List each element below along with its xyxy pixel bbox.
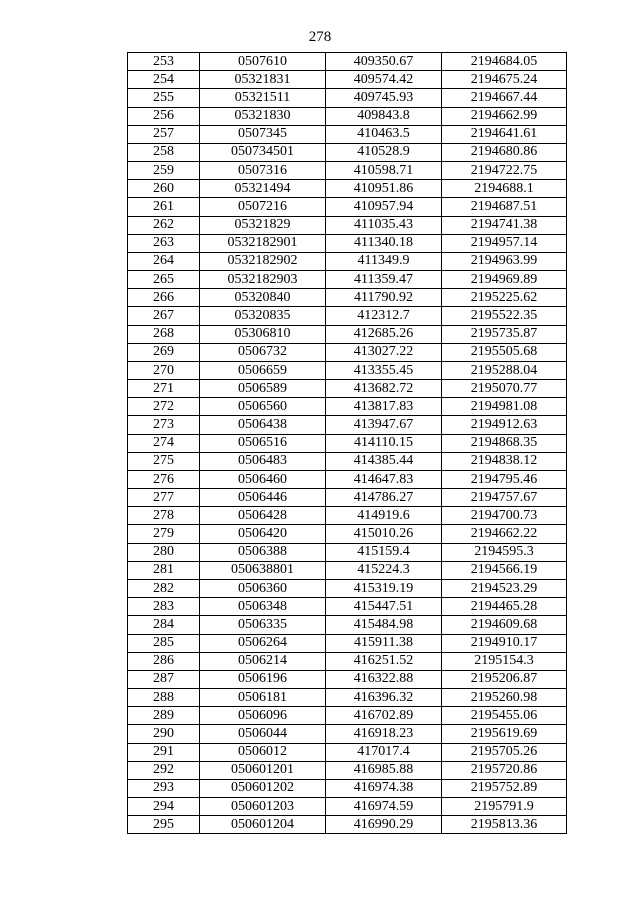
- y-coordinate-cell: 2194688.1: [442, 180, 567, 198]
- point-id-cell: 050601204: [200, 816, 326, 834]
- row-index-cell: 260: [128, 180, 200, 198]
- y-coordinate-cell: 2195752.89: [442, 779, 567, 797]
- x-coordinate-cell: 409843.8: [326, 107, 442, 125]
- y-coordinate-cell: 2195735.87: [442, 325, 567, 343]
- table-row: [128, 798, 567, 816]
- row-index-cell: 271: [128, 380, 200, 398]
- row-index-cell: 295: [128, 816, 200, 834]
- point-id-cell: 0507345: [200, 125, 326, 143]
- row-index-cell: 289: [128, 707, 200, 725]
- y-coordinate-cell: 2194684.05: [442, 53, 567, 71]
- point-id-cell: 05306810: [200, 325, 326, 343]
- point-id-cell: 050601201: [200, 761, 326, 779]
- point-id-cell: 0506516: [200, 434, 326, 452]
- y-coordinate-cell: 2194957.14: [442, 234, 567, 252]
- y-coordinate-cell: 2194662.22: [442, 525, 567, 543]
- table-row: [128, 598, 567, 616]
- y-coordinate-cell: 2195619.69: [442, 725, 567, 743]
- y-coordinate-cell: 2194700.73: [442, 507, 567, 525]
- x-coordinate-cell: 415911.38: [326, 634, 442, 652]
- table-row: [128, 525, 567, 543]
- x-coordinate-cell: 415484.98: [326, 616, 442, 634]
- table-row: [128, 180, 567, 198]
- table-row: [128, 53, 567, 71]
- table-row: [128, 707, 567, 725]
- y-coordinate-cell: 2195154.3: [442, 652, 567, 670]
- row-index-cell: 263: [128, 234, 200, 252]
- x-coordinate-cell: 412685.26: [326, 325, 442, 343]
- x-coordinate-cell: 413682.72: [326, 380, 442, 398]
- row-index-cell: 262: [128, 216, 200, 234]
- x-coordinate-cell: 414647.83: [326, 470, 442, 488]
- row-index-cell: 280: [128, 543, 200, 561]
- table-row: [128, 670, 567, 688]
- y-coordinate-cell: 2194912.63: [442, 416, 567, 434]
- row-index-cell: 257: [128, 125, 200, 143]
- x-coordinate-cell: 409350.67: [326, 53, 442, 71]
- row-index-cell: 274: [128, 434, 200, 452]
- y-coordinate-cell: 2194641.61: [442, 125, 567, 143]
- point-id-cell: 0506460: [200, 470, 326, 488]
- x-coordinate-cell: 411340.18: [326, 234, 442, 252]
- table-row: [128, 289, 567, 307]
- table-row: [128, 743, 567, 761]
- table-row: [128, 489, 567, 507]
- row-index-cell: 275: [128, 452, 200, 470]
- point-id-cell: 0506438: [200, 416, 326, 434]
- row-index-cell: 265: [128, 271, 200, 289]
- row-index-cell: 273: [128, 416, 200, 434]
- x-coordinate-cell: 409745.93: [326, 89, 442, 107]
- y-coordinate-cell: 2194566.19: [442, 561, 567, 579]
- table-row: [128, 507, 567, 525]
- row-index-cell: 276: [128, 470, 200, 488]
- table-row: [128, 143, 567, 161]
- row-index-cell: 284: [128, 616, 200, 634]
- point-id-cell: 0506732: [200, 343, 326, 361]
- row-index-cell: 264: [128, 252, 200, 270]
- x-coordinate-cell: 410598.71: [326, 162, 442, 180]
- point-id-cell: 0506446: [200, 489, 326, 507]
- y-coordinate-cell: 2194868.35: [442, 434, 567, 452]
- point-id-cell: 0507216: [200, 198, 326, 216]
- y-coordinate-cell: 2194465.28: [442, 598, 567, 616]
- row-index-cell: 294: [128, 798, 200, 816]
- x-coordinate-cell: 413027.22: [326, 343, 442, 361]
- table-row: [128, 198, 567, 216]
- point-id-cell: 0507316: [200, 162, 326, 180]
- table-row: [128, 434, 567, 452]
- x-coordinate-cell: 415224.3: [326, 561, 442, 579]
- point-id-cell: 0506420: [200, 525, 326, 543]
- x-coordinate-cell: 414786.27: [326, 489, 442, 507]
- point-id-cell: 05321831: [200, 71, 326, 89]
- x-coordinate-cell: 414385.44: [326, 452, 442, 470]
- y-coordinate-cell: 2194675.24: [442, 71, 567, 89]
- point-id-cell: 050638801: [200, 561, 326, 579]
- point-id-cell: 0506348: [200, 598, 326, 616]
- table-row: [128, 616, 567, 634]
- x-coordinate-cell: 416974.59: [326, 798, 442, 816]
- x-coordinate-cell: 412312.7: [326, 307, 442, 325]
- row-index-cell: 261: [128, 198, 200, 216]
- page-number: 278: [308, 29, 332, 45]
- x-coordinate-cell: 414919.6: [326, 507, 442, 525]
- table-row: [128, 416, 567, 434]
- y-coordinate-cell: 2194687.51: [442, 198, 567, 216]
- table-row: [128, 234, 567, 252]
- table-row: [128, 125, 567, 143]
- x-coordinate-cell: 410463.5: [326, 125, 442, 143]
- row-index-cell: 290: [128, 725, 200, 743]
- y-coordinate-cell: 2195813.36: [442, 816, 567, 834]
- table-row: [128, 634, 567, 652]
- y-coordinate-cell: 2194595.3: [442, 543, 567, 561]
- point-id-cell: 05321829: [200, 216, 326, 234]
- point-id-cell: 0506483: [200, 452, 326, 470]
- table-row: [128, 307, 567, 325]
- point-id-cell: 0506012: [200, 743, 326, 761]
- y-coordinate-cell: 2194609.68: [442, 616, 567, 634]
- x-coordinate-cell: 411359.47: [326, 271, 442, 289]
- row-index-cell: 288: [128, 689, 200, 707]
- y-coordinate-cell: 2194680.86: [442, 143, 567, 161]
- y-coordinate-cell: 2195206.87: [442, 670, 567, 688]
- y-coordinate-cell: 2194667.44: [442, 89, 567, 107]
- y-coordinate-cell: 2194795.46: [442, 470, 567, 488]
- point-id-cell: 0532182903: [200, 271, 326, 289]
- table-row: [128, 761, 567, 779]
- table-row: [128, 725, 567, 743]
- y-coordinate-cell: 2195225.62: [442, 289, 567, 307]
- point-id-cell: 0506589: [200, 380, 326, 398]
- y-coordinate-cell: 2194722.75: [442, 162, 567, 180]
- table-row: [128, 162, 567, 180]
- x-coordinate-cell: 416322.88: [326, 670, 442, 688]
- x-coordinate-cell: 411790.92: [326, 289, 442, 307]
- y-coordinate-cell: 2194741.38: [442, 216, 567, 234]
- point-id-cell: 0506428: [200, 507, 326, 525]
- row-index-cell: 266: [128, 289, 200, 307]
- point-id-cell: 0532182902: [200, 252, 326, 270]
- y-coordinate-cell: 2195522.35: [442, 307, 567, 325]
- table-row: [128, 271, 567, 289]
- x-coordinate-cell: 416985.88: [326, 761, 442, 779]
- table-row: [128, 543, 567, 561]
- table-row: [128, 380, 567, 398]
- x-coordinate-cell: 415319.19: [326, 579, 442, 597]
- point-id-cell: 0506196: [200, 670, 326, 688]
- x-coordinate-cell: 410957.94: [326, 198, 442, 216]
- row-index-cell: 285: [128, 634, 200, 652]
- row-index-cell: 253: [128, 53, 200, 71]
- row-index-cell: 283: [128, 598, 200, 616]
- y-coordinate-cell: 2195288.04: [442, 361, 567, 379]
- point-id-cell: 05320835: [200, 307, 326, 325]
- y-coordinate-cell: 2195260.98: [442, 689, 567, 707]
- table-row: [128, 689, 567, 707]
- table-row: [128, 779, 567, 797]
- table-row: [128, 361, 567, 379]
- point-id-cell: 0532182901: [200, 234, 326, 252]
- y-coordinate-cell: 2194757.67: [442, 489, 567, 507]
- table-row: [128, 89, 567, 107]
- table-row: [128, 252, 567, 270]
- y-coordinate-cell: 2194963.99: [442, 252, 567, 270]
- x-coordinate-cell: 416251.52: [326, 652, 442, 670]
- table-row: [128, 71, 567, 89]
- x-coordinate-cell: 416974.38: [326, 779, 442, 797]
- x-coordinate-cell: 410951.86: [326, 180, 442, 198]
- row-index-cell: 267: [128, 307, 200, 325]
- x-coordinate-cell: 413817.83: [326, 398, 442, 416]
- x-coordinate-cell: 411349.9: [326, 252, 442, 270]
- x-coordinate-cell: 416990.29: [326, 816, 442, 834]
- table-row: [128, 816, 567, 834]
- point-id-cell: 05321830: [200, 107, 326, 125]
- point-id-cell: 050601202: [200, 779, 326, 797]
- point-id-cell: 0506335: [200, 616, 326, 634]
- x-coordinate-cell: 415447.51: [326, 598, 442, 616]
- y-coordinate-cell: 2195720.86: [442, 761, 567, 779]
- x-coordinate-cell: 414110.15: [326, 434, 442, 452]
- table-row: [128, 216, 567, 234]
- point-id-cell: 050734501: [200, 143, 326, 161]
- table-row: [128, 470, 567, 488]
- row-index-cell: 256: [128, 107, 200, 125]
- row-index-cell: 259: [128, 162, 200, 180]
- y-coordinate-cell: 2194662.99: [442, 107, 567, 125]
- point-id-cell: 05320840: [200, 289, 326, 307]
- point-id-cell: 0506560: [200, 398, 326, 416]
- point-id-cell: 0506181: [200, 689, 326, 707]
- row-index-cell: 281: [128, 561, 200, 579]
- row-index-cell: 286: [128, 652, 200, 670]
- point-id-cell: 0507610: [200, 53, 326, 71]
- table-row: [128, 325, 567, 343]
- x-coordinate-cell: 415010.26: [326, 525, 442, 543]
- row-index-cell: 272: [128, 398, 200, 416]
- y-coordinate-cell: 2195791.9: [442, 798, 567, 816]
- point-id-cell: 0506388: [200, 543, 326, 561]
- y-coordinate-cell: 2194969.89: [442, 271, 567, 289]
- row-index-cell: 279: [128, 525, 200, 543]
- x-coordinate-cell: 415159.4: [326, 543, 442, 561]
- point-id-cell: 0506360: [200, 579, 326, 597]
- row-index-cell: 293: [128, 779, 200, 797]
- margin-mark: ·: [31, 751, 33, 757]
- y-coordinate-cell: 2195705.26: [442, 743, 567, 761]
- x-coordinate-cell: 416702.89: [326, 707, 442, 725]
- x-coordinate-cell: 411035.43: [326, 216, 442, 234]
- y-coordinate-cell: 2194838.12: [442, 452, 567, 470]
- point-id-cell: 0506044: [200, 725, 326, 743]
- point-id-cell: 05321494: [200, 180, 326, 198]
- x-coordinate-cell: 413947.67: [326, 416, 442, 434]
- point-id-cell: 05321511: [200, 89, 326, 107]
- coordinates-table: [127, 52, 567, 834]
- table-row: [128, 652, 567, 670]
- x-coordinate-cell: 409574.42: [326, 71, 442, 89]
- y-coordinate-cell: 2195455.06: [442, 707, 567, 725]
- row-index-cell: 287: [128, 670, 200, 688]
- point-id-cell: 0506659: [200, 361, 326, 379]
- row-index-cell: 277: [128, 489, 200, 507]
- y-coordinate-cell: 2194981.08: [442, 398, 567, 416]
- row-index-cell: 255: [128, 89, 200, 107]
- x-coordinate-cell: 417017.4: [326, 743, 442, 761]
- table-row: [128, 579, 567, 597]
- y-coordinate-cell: 2195070.77: [442, 380, 567, 398]
- row-index-cell: 258: [128, 143, 200, 161]
- row-index-cell: 254: [128, 71, 200, 89]
- table-row: [128, 343, 567, 361]
- point-id-cell: 0506264: [200, 634, 326, 652]
- table-body: [128, 53, 567, 834]
- row-index-cell: 278: [128, 507, 200, 525]
- y-coordinate-cell: 2194910.17: [442, 634, 567, 652]
- y-coordinate-cell: 2195505.68: [442, 343, 567, 361]
- row-index-cell: 268: [128, 325, 200, 343]
- point-id-cell: 0506214: [200, 652, 326, 670]
- row-index-cell: 269: [128, 343, 200, 361]
- x-coordinate-cell: 416396.32: [326, 689, 442, 707]
- table-row: [128, 452, 567, 470]
- y-coordinate-cell: 2194523.29: [442, 579, 567, 597]
- x-coordinate-cell: 410528.9: [326, 143, 442, 161]
- row-index-cell: 270: [128, 361, 200, 379]
- table-row: [128, 398, 567, 416]
- x-coordinate-cell: 416918.23: [326, 725, 442, 743]
- point-id-cell: 0506096: [200, 707, 326, 725]
- point-id-cell: 050601203: [200, 798, 326, 816]
- x-coordinate-cell: 413355.45: [326, 361, 442, 379]
- row-index-cell: 291: [128, 743, 200, 761]
- row-index-cell: 282: [128, 579, 200, 597]
- table-row: [128, 561, 567, 579]
- table-row: [128, 107, 567, 125]
- row-index-cell: 292: [128, 761, 200, 779]
